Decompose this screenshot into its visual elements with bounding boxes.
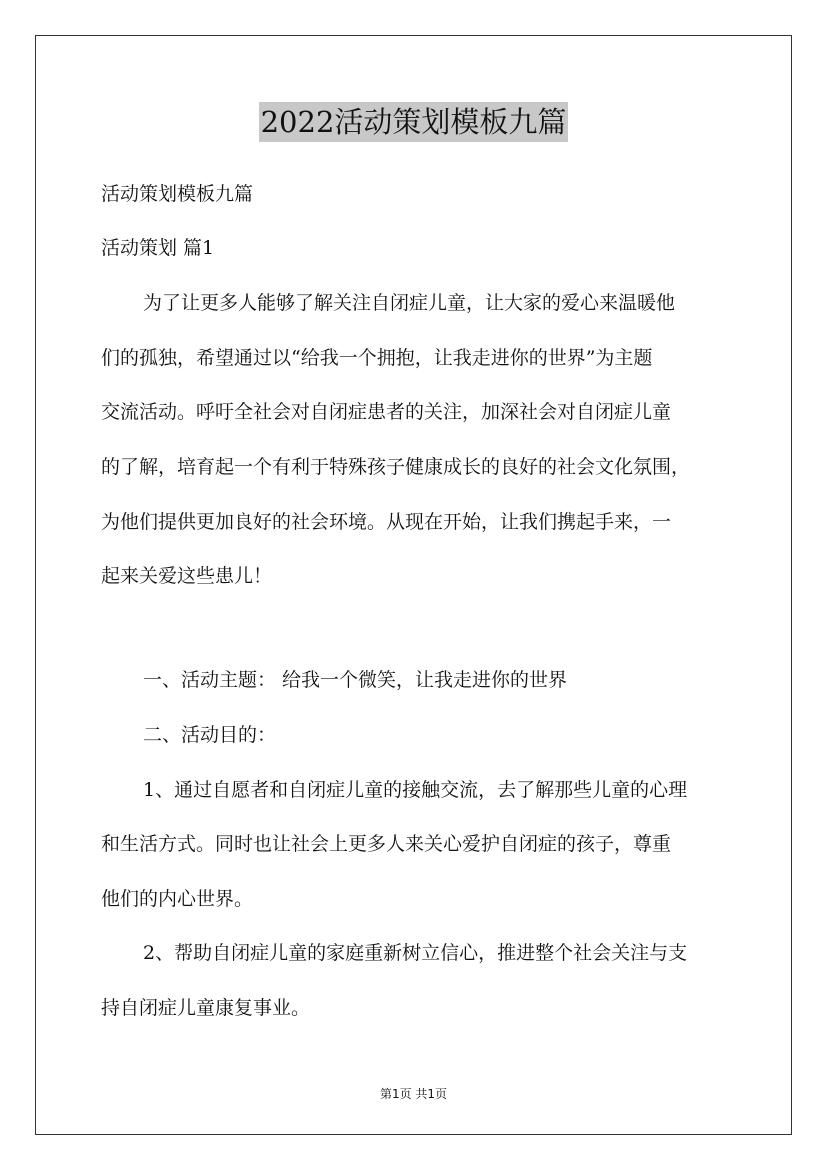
paragraph-line: 起来关爱这些患儿！ (101, 565, 273, 587)
purpose-line: 持自闭症儿童康复事业。 (101, 997, 311, 1019)
paragraph-line: 们的孤独，希望通过以“给我一个拥抱，让我走进你的世界”为主题 (101, 347, 653, 369)
title-container (0, 102, 827, 142)
purpose-line: 他们的内心世界。 (101, 888, 254, 910)
purpose-heading: 二、活动目的： (143, 724, 277, 746)
purpose-line: 2、帮助自闭症儿童的家庭重新树立信心，推进整个社会关注与支 (143, 942, 688, 964)
section-heading: 活动策划 篇1 (101, 237, 215, 259)
purpose-line: 和生活方式。同时也让社会上更多人来关心爱护自闭症的孩子，尊重 (101, 833, 672, 855)
theme-line: 一、活动主题： 给我一个微笑，让我走进你的世界 (143, 669, 568, 691)
subtitle: 活动策划模板九篇 (101, 183, 254, 205)
paragraph-line: 为了让更多人能够了解关注自闭症儿童，让大家的爱心来温暖他 (143, 292, 676, 314)
paragraph-line: 的了解，培育起一个有利于特殊孩子健康成长的良好的社会文化氛围， (101, 456, 691, 478)
paragraph-line: 为他们提供更加良好的社会环境。从现在开始，让我们携起手来，一 (101, 511, 672, 533)
document-title: 2022活动策划模板九篇 (259, 102, 569, 142)
paragraph-line: 交流活动。呼吁全社会对自闭症患者的关注，加深社会对自闭症儿童 (101, 401, 672, 423)
purpose-line: 1、通过自愿者和自闭症儿童的接触交流，去了解那些儿童的心理 (143, 779, 688, 801)
page-footer: 第1页 共1页 (379, 1087, 448, 1101)
